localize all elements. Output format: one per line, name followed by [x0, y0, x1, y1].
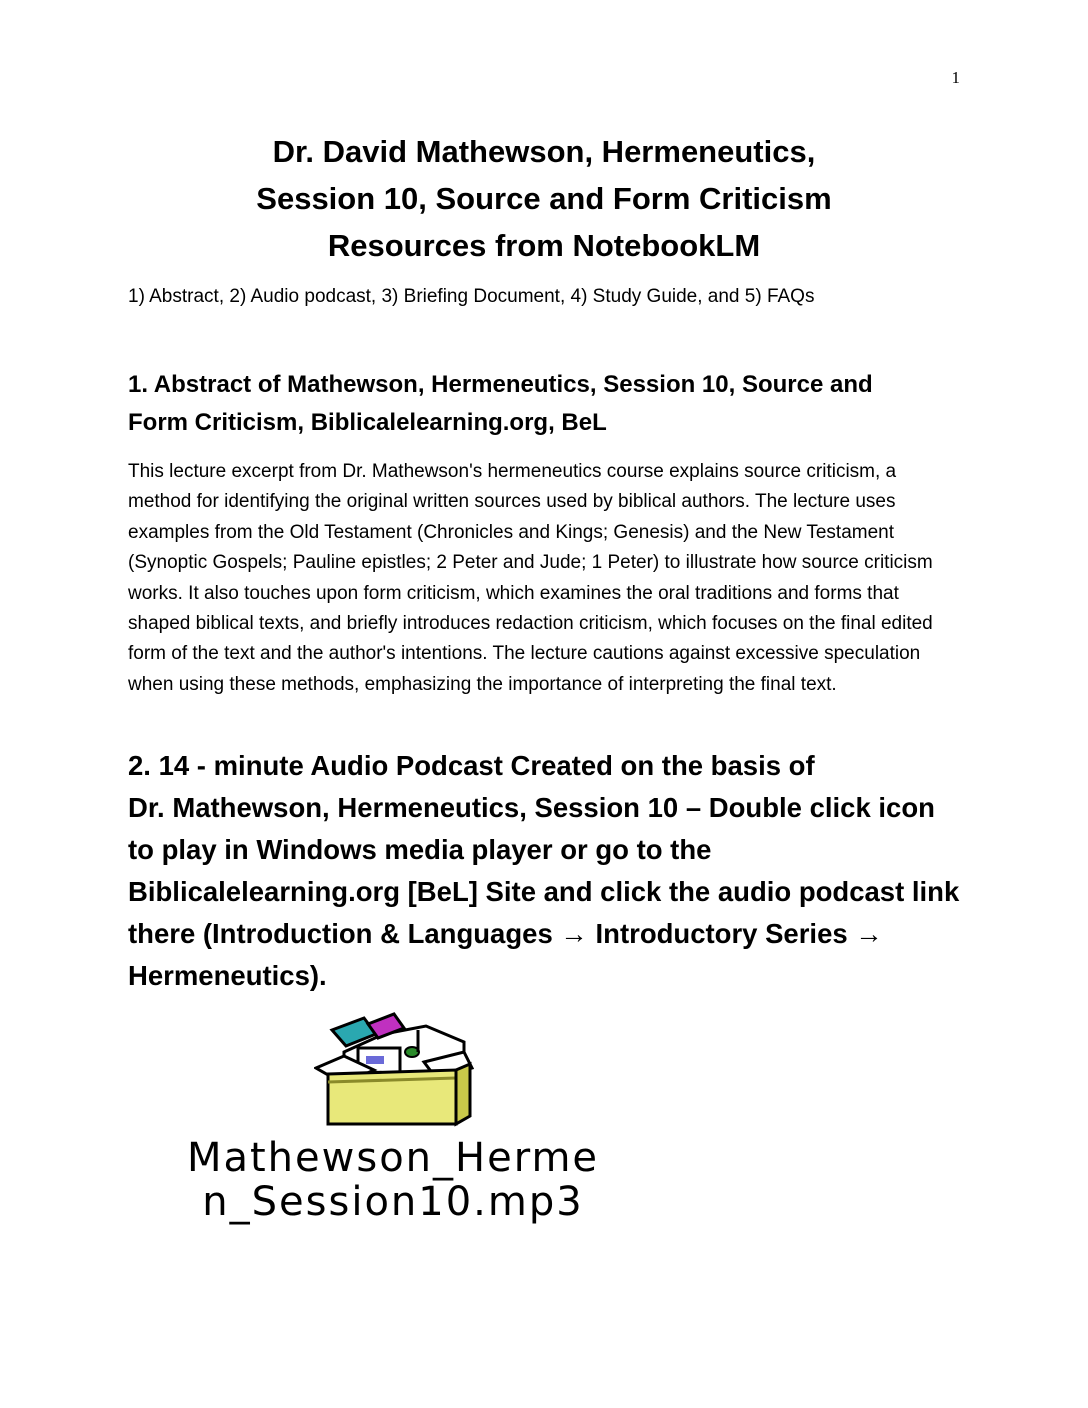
arrow-right-icon: →	[560, 918, 588, 949]
podcast-heading-part-b: Introductory Series	[587, 918, 848, 949]
filename-line-1: Mathewson_Herme	[186, 1135, 600, 1181]
abstract-heading-line-2: Form Criticism, Biblicalelearning.org, BeL	[128, 409, 607, 436]
resources-list: 1) Abstract, 2) Audio podcast, 3) Briefing Document, 4) Study Guide, and 5) FAQs	[128, 286, 815, 307]
page-number: 1	[951, 68, 960, 87]
filename-line-2: n_Session10.mp3	[202, 1179, 584, 1225]
podcast-heading-line-1: 2. 14 - minute Audio Podcast Created on the basis of	[128, 750, 815, 781]
audio-file-link[interactable]	[132, 1136, 654, 1224]
title-line-2: Session 10, Source and Form Criticism	[256, 181, 832, 216]
abstract-heading	[128, 366, 958, 442]
title-line-1: Dr. David Mathewson, Hermeneutics,	[272, 134, 816, 169]
podcast-heading-part-a: Dr. Mathewson, Hermeneutics, Session 10 – Double click icon to play in Windows media player or go to the Biblicalelearning.org [BeL] Site and click the audio podcast link there (Introduction & Languages	[128, 792, 960, 949]
title-line-3: Resources from NotebookLM	[327, 228, 761, 263]
abstract-body: This lecture excerpt from Dr. Mathewson's hermeneutics course explains source criticism, a method for identifying the original written sources used by biblical authors. The lecture uses examples from the Old Testament (Chronicles and Kings; Genesis) and the New Testament (Synoptic Gospels; Pauline epistles; 2 Peter and Jude; 1 Peter) to illustrate how source criticism works. It also touches upon form criticism, which examines the oral traditions and forms that shaped biblical texts, and briefly introduces redaction criticism, which focuses on the final edited form of the text and the author's intentions. The lecture cautions against excessive speculation when using these methods, emphasizing the importance of interpreting the final text.	[128, 461, 933, 695]
package-icon[interactable]	[314, 1012, 474, 1128]
podcast-heading	[128, 745, 968, 997]
arrow-right-icon: →	[855, 918, 883, 949]
podcast-heading-part-c: Hermeneutics).	[128, 960, 327, 991]
document-title	[0, 128, 1088, 269]
abstract-heading-line-1: 1. Abstract of Mathewson, Hermeneutics, Session 10, Source and	[128, 371, 873, 398]
